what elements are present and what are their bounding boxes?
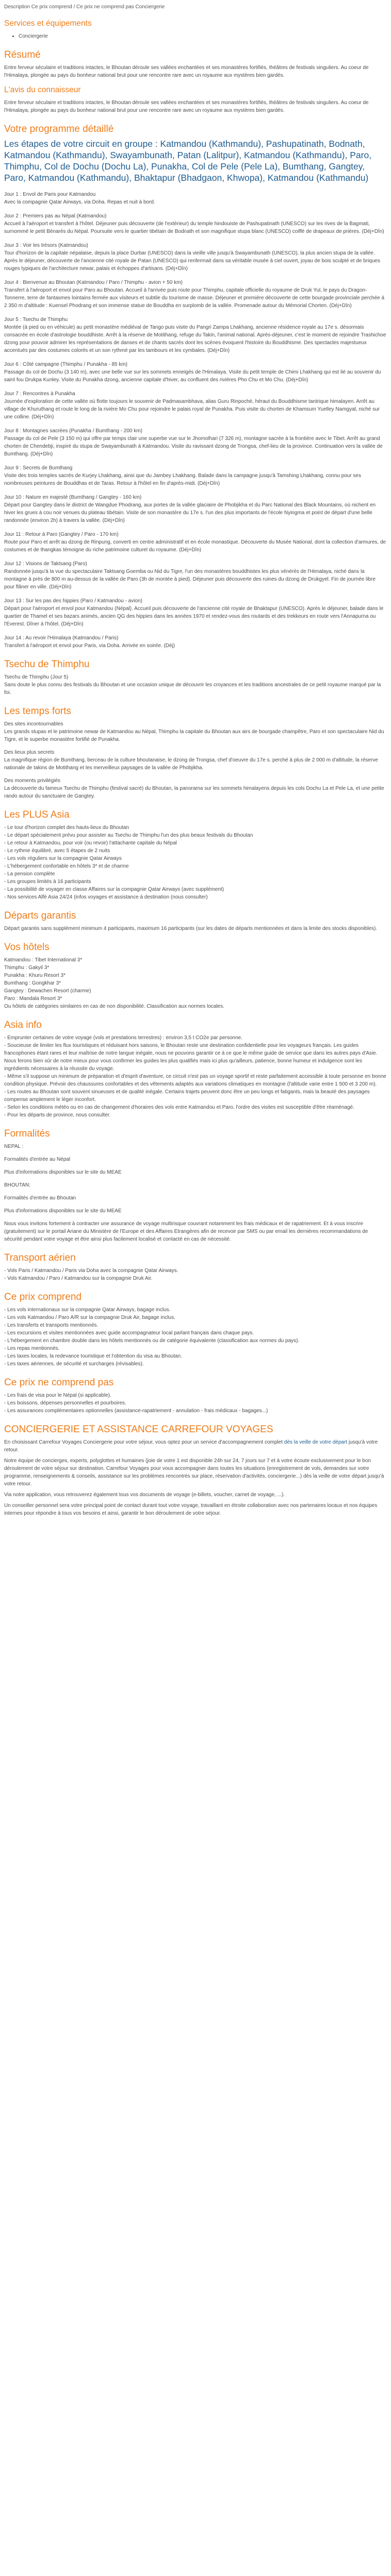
day-title: Jour 5 : Tsechu de Thimphu xyxy=(4,317,68,323)
day-text: Transfert à l'aéroport et envol pour Paris, via Doha. Arrivée en soirée. (Déj) xyxy=(4,643,175,649)
conciergerie-p2: Notre équipe de concierges, experts, polyglottes et humaines (joie de votre 1 est disponible 24h sur 24, 7 jours sur 7 et à votre écoute exclusivement pour le bon déroulement de votre séjour sur destination. Carrefour Voyages pour vous accompagner dans toutes les situations (enregistrement de vols, demandes sur votre programme, renseignements & conseils, assistance sur les problèmes rencontrés sur place, réservation d'activités, conciergerie...) dès la veille de votre départ jusqu'à votre retour. xyxy=(4,1458,384,1487)
day-block xyxy=(4,212,387,235)
temps-fort-group-title: Des moments privilégiés xyxy=(4,778,60,784)
day-title: Jour 1 : Envol de Paris pour Katmandou xyxy=(4,192,96,197)
list-item: Gangtey : Dewachen Resort (charme) xyxy=(4,988,91,994)
temps-fort-group-text: La magnifique région de Bumthang, berceau de la culture bhoutanaise, le dzong de Trongsa, chef d'oeuvre du 17e s. perché à plus de 2 000 m d'altitude, la réserve nationale de takins de Motithang et les merveilleux paysages de la vallée de Phobjikha. xyxy=(4,757,378,771)
day-text: Passage du col de Dochu (3 140 m), avec une belle vue sur les sommets enneigés de l'Himalaya. Visite du petit temple de Chimi Lhakhang qui est lié au souvenir du saint fou Drukpa Kunley. Visite du Punakha dzong, ancienne capitale d'hiver, au confluent des rivières Pho Chu et Mo Chu. (Déj+Dîn) xyxy=(4,369,381,383)
day-title: Jour 10 : Nature en majesté (Bumthang / Gangtey - 160 km) xyxy=(4,495,142,500)
day-text: Journée d'exploration de cette vallée où flotte toujours le souvenir de Padmasambhava, alias Guru Rinpoché, héraut du Bouddhisme tantrique himalayen. Arrêt au village de Khuruthang et route le long de la rivière Mo Chu pour rejoindre le palais royal de Punakha. Puis visite du chorten de Khamsum Yuelley Namgyal, niché sur une colline. (Déj+Dîn) xyxy=(4,399,380,420)
day-title: Jour 9 : Secrets de Bumthang xyxy=(4,465,73,471)
day-block xyxy=(4,191,387,206)
day-text: Transfert à l'aéroport et envol pour Paro au Bhoutan. Accueil à l'arrivée puis route pour Thimphu, capitale officielle du royaume de Druk Yul, le pays du Dragon-Tonnerre, terre de fantasmes lointains fermée aux visiteurs et subtile du tourisme de masse. Déjeuner et première découverte de cette bourgade provinciale perchée à 2 350 m d'altitude : Kuensel Phodrang et son immense statue de Bouddha en surplomb de la vallée. Promenade autour du Mémorial Chorten. (Déj+Dîn) xyxy=(4,287,385,309)
list-item: • Conciergerie xyxy=(19,32,387,40)
day-text: Départ pour Gangtey dans le district de Wangdue Phodrang, aux portes de la vallée glaciaire de Phobjikha et du Parc National des Black Mountains, où nichent en hiver les grues à cou noir venues du plateau tibétain. Visite de son monastère du 17e s. l'un des plus importants de l'école Nyingma et point de départ d'une belle randonnée (environ 2h) à travers la vallée. (Déj+Dîn) xyxy=(4,502,376,523)
temps-fort-group-text: Les grands stupas et le patrimoine newar de Katmandou au Népal, Thimphu la capitale du Bhoutan aux airs de bourgade champêtre, Paro et son spectaculaire Nid du Tigre, et le superbe monastère fortifié de Punakha. xyxy=(4,729,384,742)
list-item: - Les repas mentionnés. xyxy=(4,1346,60,1351)
day-block xyxy=(4,427,387,458)
day-block xyxy=(4,361,387,384)
formalites-title: Formalités xyxy=(4,1128,50,1139)
day-block xyxy=(4,316,387,354)
list-item: - Vols Katmandou / Paro / Katmandou sur la compagnie Druk Air. xyxy=(4,1276,153,1281)
list-item: - La possibilité de voyager en classe Affaires sur la compagnie Qatar Airways (avec supplément) xyxy=(4,887,224,892)
temps-fort-group-text: La découverte du fameux Tsechu de Thimphu (festival sacré) du Bhoutan, la panorama sur les sommets himalayens depuis les cols Dochu La et Pele La, et une petite rando autour du sanctuaire de Gangtey. xyxy=(4,786,384,799)
services-list xyxy=(4,32,387,40)
day-title: Jour 11 : Retour à Paro (Gangtey / Paro - 170 km) xyxy=(4,532,119,537)
list-item: - Les transferts et transports mentionnés. xyxy=(4,1323,99,1328)
itinerary-days xyxy=(4,191,387,650)
day-text: Accueil à l'aéroport et transfert à l'hôtel. Déjeuner puis découverte (de l'extérieur) du temple hindouiste de Pashupatinath (UNESCO) sur les rives de la Bagmati, surnommé le petit Bénarès du Népal. Poursuite vers le quartier tibétain de Bodnath et son magnifique stupa blanc (UNESCO) coiffé de drapeaux de prières. (Déj+Dîn) xyxy=(4,221,384,234)
resume-text: Entre ferveur séculaire et traditions intactes, le Bhoutan déroule ses vallées enchantées et ses monastères fortifiés, théâtres de festivals singuliers. Au coeur de l'Himalaya, plongée au pays du bonheur national brut pour une rencontre rare avec un royaume aux mystères bien gardés. xyxy=(4,65,369,78)
day-text: Randonnée jusqu'à la vue du spectaculaire Taktsang Goemba ou Nid du Tigre, l'un des monastères bouddhistes les plus vénérés de l'Himalaya, niché dans la montagne à près de 800 m au-dessus de la vallée de Paro (3h de montée à pied). Déjeuner puis découverte des ruines du dzong de Drukgyel. Fin de journée libre pour flâner en ville. (Déj+Dîn) xyxy=(4,569,376,590)
list-item: Paro : Mandala Resort 3* xyxy=(4,996,62,1002)
day-block xyxy=(4,634,387,650)
list-item: Katmandou : Tibet International 3* xyxy=(4,957,83,963)
day-title: Jour 7 : Rencontres à Punakha xyxy=(4,391,75,397)
departs-title: Départs garantis xyxy=(4,910,76,921)
plus-asia-list xyxy=(4,824,387,901)
formalites-nepal-meae-link[interactable]: Plus d'informations disponibles sur le site du MEAE xyxy=(4,1170,122,1175)
day-title: Jour 8 : Montagnes sacrées (Punakha / Bumthang - 200 km) xyxy=(4,428,142,434)
list-item: - Les vols internationaux sur la compagnie Qatar Airways, bagage inclus. xyxy=(4,1307,171,1313)
day-title: Jour 14 : Au revoir l'Himalaya (Katmandou / Paris) xyxy=(4,635,119,641)
asia-info-title: Asia info xyxy=(4,1020,42,1030)
day-block xyxy=(4,494,387,524)
list-item: - Les groupes limités à 16 participants xyxy=(4,879,91,885)
day-block xyxy=(4,242,387,273)
temps-fort-group xyxy=(4,777,387,800)
tsechu-text: Sans doute le plus connu des festivals du Bhoutan et une occasion unique de découvrir les croyances et les traditions ancestrales de ce petit royaume marqué par la foi. xyxy=(4,682,381,696)
list-item: - Emprunter certaines de votre voyage (vols et prestations terrestres) : environ 3,5 t CO2e par personne. xyxy=(4,1035,242,1041)
list-item: - Les frais de visa pour le Népal (si applicable). xyxy=(4,1393,111,1398)
day-block xyxy=(4,531,387,554)
ce-prix-comprend-list xyxy=(4,1306,387,1368)
formalites-bhoutan-meae-link[interactable]: Plus d'informations disponibles sur le site du MEAE xyxy=(4,1208,122,1214)
conciergerie-p4: Un conseiller personnel sera votre principal point de contact durant tout votre voyage, travaillant en étroite collaboration avec nos partenaires locaux et nos équipes internes pour répondre à tous vos besoins et ainsi, garantir le bon déroulement de votre séjour. xyxy=(4,1503,378,1516)
departs-text: Départ garantis sans supplément minimum 4 participants, maximum 16 participants (sur les dates de départs mentionnées et dans la limite des stocks disponibles). xyxy=(4,926,378,931)
list-item: - Pour les départs de province, nous consulter. xyxy=(4,1112,111,1118)
list-item: - Les assurances complémentaires optionnelles (assistance-rapatriement - annulation - frais médicaux - bagages...) xyxy=(4,1408,268,1414)
list-item: - Le rythme équilibré, avec 5 étapes de 2 nuits xyxy=(4,848,110,854)
list-item: - La pension complète xyxy=(4,871,55,877)
day-title: Jour 12 : Visions de Taktsang (Paro) xyxy=(4,561,87,567)
list-item: Thimphu : Gakyil 3* xyxy=(4,965,50,971)
day-block xyxy=(4,464,387,487)
list-item: - Le retour à Katmandou, pour voir (ou revoir) l'attachante capitale du Népal xyxy=(4,840,177,846)
day-text: Montée (à pied ou en véhicule) au petit monastère médiéval de Tango puis visite du Pangri Zampa Lhakhang, ancienne résidence royale au 17e s. désormais consacrée en école d'astrologie bouddhiste. Arrêt à la réserve de Motithang, refuge du Takin, l'animal national. Après-déjeuner, c'est le moment de rejoindre Trashichoe dzong pour pouvoir admirer les représentations de danses et de chants sacrés dont les scènes évoquent l'histoire du Bouddhisme. Des spectacles majestueux accentués par des costumes colorés et un son rythmé par les tambours et les cymbales. (Déj+Dîn) xyxy=(4,325,386,353)
programme-title: Votre programme détaillé xyxy=(4,124,114,134)
list-item: - Le départ spécialement prévu pour assister au Tsechu de Thimphu l'un des plus beaux festivals du Bhoutan xyxy=(4,833,253,838)
ce-prix-ne-comprend-pas-title: Ce prix ne comprend pas xyxy=(4,1377,114,1388)
list-item: Ou hôtels de catégories similaires en cas de non disponibilité. Classification aux normes locales. xyxy=(4,1004,224,1009)
asia-info-list xyxy=(4,1034,387,1119)
conciergerie-p1-end: jusqu'à votre retour. xyxy=(4,1439,378,1453)
formalites-bhoutan-label: BHOUTAN: xyxy=(4,1182,30,1188)
services-title: Services et équipements xyxy=(4,19,92,28)
hotels-list xyxy=(4,956,387,1010)
day-text: Route pour Paro et arrêt au dzong de Rinpung, converti en centre administratif et en école monastique. Découverte du Musée National, dont la collection d'armures, de costumes et de thangkas témoigne du riche patrimoine culturel du royaume. (Déj+Dîn) xyxy=(4,539,386,553)
avis-text: Entre ferveur séculaire et traditions intactes, le Bhoutan déroule ses vallées enchantées et ses monastères fortifiés, théâtres de festivals singuliers. Au coeur de l'Himalaya, plongée au pays du bonheur national brut pour une rencontre rare avec un royaume aux mystères bien gardés. xyxy=(4,100,369,113)
list-item: - Selon les conditions météo ou en cas de changement d'horaires des vols entre Katmandou et Paro, l'ordre des visites est susceptible d'être réaménagé. xyxy=(4,1105,354,1110)
list-item: - Les taxes locales, la redevance touristique et l'obtention du visa au Bhoutan. xyxy=(4,1353,182,1359)
conciergerie-p1-highlight: dès la veille de votre départ xyxy=(284,1439,348,1445)
plus-asia-title: Les PLUS Asia xyxy=(4,809,70,820)
day-block xyxy=(4,597,387,628)
formalites-nepal-label: NEPAL : xyxy=(4,1144,24,1149)
day-title: Jour 2 : Premiers pas au Népal (Katmandou) xyxy=(4,213,107,219)
list-item: Punakha : Khuru Resort 3* xyxy=(4,973,66,978)
hotels-title: Vos hôtels xyxy=(4,942,50,953)
list-item: - L'hébergement en chambre double dans les hôtels mentionnés ou de catégorie équivalente (classification aux normes du pays). xyxy=(4,1338,300,1344)
tsechu-title: Tsechu de Thimphu xyxy=(4,659,90,670)
temps-fort-group xyxy=(4,720,387,743)
tsechu-label: Tsechu de Thimphu (Jour 5) xyxy=(4,674,69,680)
list-item: - Les vols Katmandou / Paro A/R sur la compagnie Druk Air, bagage inclus. xyxy=(4,1315,175,1320)
conciergerie-p3: Via notre application, vous retrouverez également tous vos documents de voyage (e-billets, voucher, carnet de voyage, ...). xyxy=(4,1492,285,1498)
conciergerie-p1 xyxy=(4,1438,387,1454)
day-text: Tour d'horizon de la capitale népalaise, depuis la place Durbar (UNESCO) dans la vieille ville jusqu'à Swayambunath (UNESCO), la plus ancien stupa de la vallée. Après le déjeuner, découverte de l'ancienne cité royale de Patan (UNESCO) qui renfermait dans sa véritable musée à ciel ouvert, joyau de bois sculpté et de briques rouges typiques de l'architecture newar, palais et échoppes d'artisans. (Déj+Dîn) xyxy=(4,250,380,272)
transport-list xyxy=(4,1267,387,1282)
day-block xyxy=(4,279,387,310)
temps-fort-group-title: Des sites incontournables xyxy=(4,721,63,727)
day-text: Avec la compagnie Qatar Airways, via Doha. Repas et nuit à bord. xyxy=(4,199,155,205)
day-title: Jour 4 : Bienvenue au Bhoutan (Katmandou / Paro / Thimphu - avion + 50 km) xyxy=(4,280,183,285)
list-item: Bumthang : Gongkhar 3* xyxy=(4,980,61,986)
list-item: - L'hébergement confortable en hôtels 3* et de charme xyxy=(4,863,129,869)
formalites-text: Nous vous invitons fortement à contracter une assurance de voyage multirisque couvrant notamment les frais médicaux et de rapatriement. Et à vous inscrire (gratuitement) sur le portail Ariane du Ministère de l'Europe et des Affaires Etrangères afin de recevoir par SMS ou par email les dernières recommandations de sécurité pendant votre voyage et être ainsi plus facilement localisé et contacté en cas de nécessité. xyxy=(4,1221,368,1242)
list-item: - Les routes au Bhoutan sont souvent sinueuses et de qualité inégale. Certains trajets peuvent donc être un peu longs et fatigants, mais la beauté des paysages compense amplement le léger inconfort. xyxy=(4,1089,370,1103)
day-text: Passage du col de Pele (3 150 m) qui offre par temps clair une superbe vue sur le Jhomolhari (7 326 m), montagne sacrée à la frontière avec le Tibet. Arrêt au grand chorten de Chendebji, inspiré du stupa de Swayambunath à Katmandou. Visite du ravissant dzong de Trongsa, chef-lieu de la province. Continuation vers la vallée de Bumthang. (Déj+Dîn) xyxy=(4,436,383,457)
list-item: - Les taxes aériennes, de sécurité et surcharges (révisables). xyxy=(4,1361,144,1367)
ce-prix-comprend-title: Ce prix comprend xyxy=(4,1292,82,1302)
day-title: Jour 6 : Côté campagne (Thimphu / Punakha - 85 km) xyxy=(4,362,128,367)
description-line: Description Ce prix comprend / Ce prix ne comprend pas Conciergerie xyxy=(4,4,165,10)
list-item: - Le tour d'horizon complet des hauts-lieux du Bhoutan xyxy=(4,825,129,831)
list-item: - Les vols réguliers sur la compagnie Qatar Airways xyxy=(4,856,122,861)
programme-subtitle: Les étapes de votre circuit en groupe : Katmandou (Kathmandu), Pashupatinath, Bodnath, Katmandou (Kathmandu), Swayambunath, Patan (Lalitpur), Katmandou (Kathmandu), Paro, Thimphu, Col de Dochu (Dochu La), Punakha, Col de Pele (Pele La), Bumthang, Gangtey, Paro, Katmandou (Kathmandu), Bhaktapur (Bhadgaon, Khwopa), Katmandou (Kathmandu) xyxy=(4,139,372,183)
conciergerie-title: CONCIERGERIE ET ASSISTANCE CARREFOUR VOYAGES xyxy=(4,1424,273,1435)
list-item: - Même s'il suppose un minimum de préparation et d'esprit d'aventure, ce circuit n'est pas un voyage sportif et reste parfaitement accessible à toute personne en bonne condition physique. Prévoir des chaussures confortables et des vêtements adaptés aux variations climatiques en montagne (l'altitude varie entre 1 500 et 3 200 m). xyxy=(4,1074,386,1087)
day-title: Jour 13 : Sur les pas des hippies (Paro / Katmandou - avion) xyxy=(4,598,142,604)
formalites-nepal-link[interactable]: Formalités d'entrée au Népal xyxy=(4,1157,71,1162)
resume-title: Résumé xyxy=(4,49,41,60)
list-item: - Nos services Alfé Asia 24/24 (infos voyages et assistance à destination (nous consulter) xyxy=(4,894,208,900)
formalites-bhoutan-link[interactable]: Formalités d'entrée au Bhoutan xyxy=(4,1195,76,1201)
day-block xyxy=(4,560,387,591)
list-item: - Soucieuse de limiter les flux touristiques et réduisant hors saisons, le Bhoutan reste une destination confidentielle pour les voyageurs français. Les guides francophones étant rares et leur maîtrise de notre langue inégale, nous ne pouvons garantir ce à ce que le même guide de service que dans les autres pays d'Asie. Nous ferons bien sûr de notre mieux pour vous confirmer les guides les plus qualifiés mais ici plus qu'ailleurs, patience, bonne humeur et indulgence sont les ingrédients nécessaires à la réussite du voyage. xyxy=(4,1043,378,1072)
day-block xyxy=(4,390,387,421)
temps-fort-group xyxy=(4,749,387,772)
list-item: - Vols Paris / Katmandou / Paris via Doha avec la compagnie Qatar Airways. xyxy=(4,1268,178,1274)
list-item: - Les boissons, dépenses personnelles et pourboires. xyxy=(4,1400,126,1406)
list-item: - Les excursions et visites mentionnées avec guide accompagnateur local parlant français dans chaque pays. xyxy=(4,1330,254,1336)
temps-forts-title: Les temps forts xyxy=(4,706,71,717)
day-text: Départ pour l'aéroport et envol pour Katmandou (Népal). Accueil puis découverte de l'ancienne cité royale de Bhaktapur (UNESCO). Après le déjeuner, balade dans le quartier de Thamel et ses bazars animés, ancien QG des hippies dans les années 1970 et rendez-vous des routards et des trekkeurs en route vers l'Annapurna ou l'Everest. Dîner à l'hôtel. (Déj+Dîn) xyxy=(4,606,384,627)
day-text: Visite des trois temples sacrés de Kurjey Lhakhang, ainsi que du Jambey Lhakhang. Balade dans la campagne jusqu'à Tamshing Lhakhang, connu pour ses nombreuses peintures de Bouddhas et de Taras. Retour à l'hôtel en fin d'après-midi. (Déj+Dîn) xyxy=(4,473,361,486)
avis-title: L'avis du connaisseur xyxy=(4,86,81,94)
conciergerie-p1-text: En choisissant Carrefour Voyages Conciergerie pour votre séjour, vous optez pour un service d'accompagnement complet xyxy=(4,1439,284,1445)
day-title: Jour 3 : Voir les trésors (Katmandou) xyxy=(4,243,88,248)
ce-prix-ne-comprend-pas-list xyxy=(4,1392,387,1415)
temps-fort-group-title: Des lieux plus secrets xyxy=(4,750,55,755)
transport-title: Transport aérien xyxy=(4,1252,76,1263)
